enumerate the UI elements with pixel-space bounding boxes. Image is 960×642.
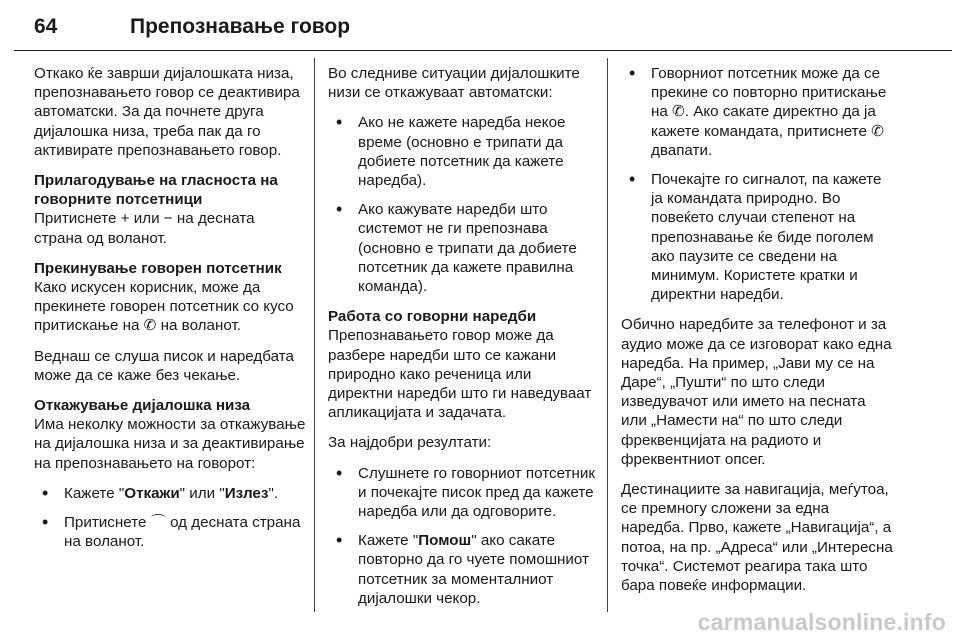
bullet-list bbox=[328, 113, 600, 296]
list-item: • Слушнете го говорниот потсетник и почекајте писок пред да кажете наредба или да одговорите. bbox=[328, 464, 600, 522]
bullet-list bbox=[34, 484, 306, 552]
paragraph: Препознавањето говор може да разбере наредби што се кажани природно како реченица или директни наредби што ги наведуваат апликацијата и задачата. bbox=[328, 327, 592, 422]
paragraph: Како искусен корисник, може да прекинете говорен потсетник со кусо притискање на ✆ на воланот. bbox=[34, 279, 294, 335]
list-item: • Ако не кажете наредба некое време (основно е трипати да добиете потсетник да кажете наредба). bbox=[328, 113, 600, 190]
section-heading: Откажување дијалошка низа bbox=[34, 397, 251, 415]
paragraph: Има неколку можности за откажување на дијалошка низа и за деактивирање на препознавањето на говорот: bbox=[34, 416, 306, 472]
section-heading: Прекинување говорен потсетник bbox=[34, 259, 282, 277]
column-middle bbox=[328, 64, 600, 619]
page-number: 64 bbox=[34, 15, 58, 38]
watermark: carmanualsonline.info bbox=[697, 609, 946, 635]
command-keyword: Помош bbox=[418, 532, 472, 550]
paragraph: За најдобри резултати: bbox=[328, 434, 492, 452]
list-item: • Притиснете ⌒ од десната страна на воланот. bbox=[34, 513, 306, 551]
column-divider bbox=[314, 58, 315, 612]
list-item: • Ако кажувате наредби што системот не ги препознава (основно е трипати да добиете потсетник да кажете правилна команда). bbox=[328, 200, 600, 296]
paragraph: Во следниве ситуации дијалошките низи се откажуваат автоматски: bbox=[328, 65, 580, 102]
paragraph: Притиснете + или − на десната страна од воланот. bbox=[34, 210, 255, 247]
bullet-list bbox=[621, 64, 893, 304]
command-keyword: Излез bbox=[224, 484, 269, 502]
list-item: • Почекајте го сигналот, па кажете ја командата природно. Во повеќето случаи степенот на препознавање ќе биде поголем ако паузите се сведени на минимум. Користете кратки и директни наредби. bbox=[621, 170, 893, 304]
column-right bbox=[621, 64, 893, 606]
list-item: • Кажете "Помош" ако сакате повторно да го чуете помошниот потсетник за моменталниот дијалошки чекор. bbox=[328, 531, 600, 608]
section-heading: Прилагодување на гласноста на говорните потсетници bbox=[34, 172, 278, 209]
command-keyword: Откажи bbox=[124, 484, 180, 502]
list-item: • Кажете "Откажи" или "Излез". bbox=[34, 484, 306, 503]
paragraph: Дестинациите за навигација, меѓутоа, се премногу сложени за една наредба. Прво, кажете „Навигација“, а потоа, на пр. „Адреса“ или „Интересна точка“. Системот реагира така што бара повеќе информации. bbox=[621, 481, 893, 595]
page-header bbox=[14, 0, 952, 51]
page-title: Препознавање говор bbox=[130, 15, 351, 38]
list-item: • Говорниот потсетник може да се прекине со повторно притискање на ✆. Ако сакате директно да ја кажете командата, притиснете ✆ двапати. bbox=[621, 64, 893, 160]
paragraph: Веднаш се слуша писок и наредбата може да се каже без чекање. bbox=[34, 347, 294, 384]
section-heading: Работа со говорни наредби bbox=[328, 308, 537, 326]
bullet-list bbox=[328, 464, 600, 608]
paragraph: Откако ќе заврши дијалошката низа, препознавањето говор се деактивира автоматски. За да почнете друга дијалошка низа, треба пак да го активирате препознавањето говор. bbox=[34, 65, 300, 159]
column-divider bbox=[607, 58, 608, 612]
column-left bbox=[34, 64, 306, 562]
paragraph: Обично наредбите за телефонот и за аудио може да се изговорат како една наредба. На пример, „Јави му се на Даре“, „Пушти“ по што следи изведувачот или името на песната или „Намести на“ по што следи фреквенцијата на радиото и фреквентниот опсег. bbox=[621, 316, 892, 468]
